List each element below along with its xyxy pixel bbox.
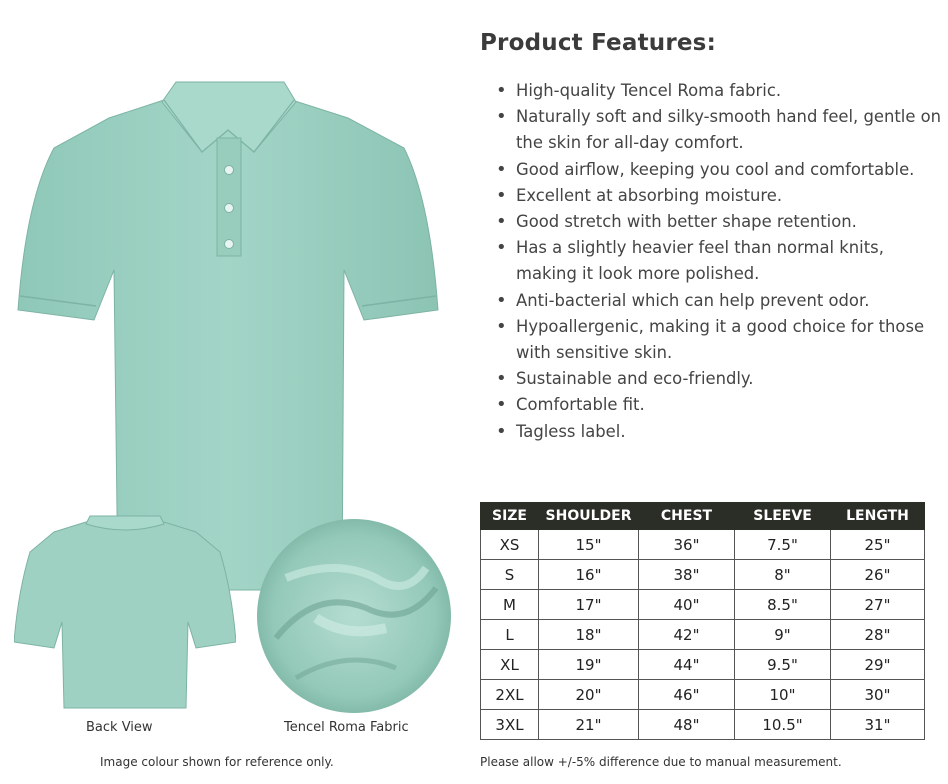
cell-shoulder: 20" bbox=[539, 680, 639, 710]
polo-button bbox=[225, 240, 234, 249]
feature-item: • High-quality Tencel Roma fabric. bbox=[492, 78, 942, 104]
cell-chest: 36" bbox=[639, 530, 735, 560]
feature-item: • Good stretch with better shape retention. bbox=[492, 209, 942, 235]
colour-note: Image colour shown for reference only. bbox=[100, 755, 334, 769]
cell-size: XL bbox=[481, 650, 539, 680]
cell-shoulder: 16" bbox=[539, 560, 639, 590]
polo-button bbox=[225, 166, 234, 175]
cell-sleeve: 8.5" bbox=[735, 590, 831, 620]
table-header-row bbox=[481, 503, 925, 530]
cell-sleeve: 9.5" bbox=[735, 650, 831, 680]
fabric-closeup-image bbox=[256, 518, 452, 714]
header-size: SIZE bbox=[481, 503, 539, 530]
cell-length: 29" bbox=[831, 650, 925, 680]
cell-sleeve: 9" bbox=[735, 620, 831, 650]
cell-chest: 38" bbox=[639, 560, 735, 590]
cell-shoulder: 18" bbox=[539, 620, 639, 650]
feature-item: • Hypoallergenic, making it a good choice for those with sensitive skin. bbox=[492, 314, 942, 366]
features-title: Product Features: bbox=[480, 30, 716, 56]
feature-item: • Excellent at absorbing moisture. bbox=[492, 183, 942, 209]
cell-size: XS bbox=[481, 530, 539, 560]
cell-shoulder: 19" bbox=[539, 650, 639, 680]
cell-shoulder: 15" bbox=[539, 530, 639, 560]
size-chart-table bbox=[480, 502, 925, 740]
table-row bbox=[481, 710, 925, 740]
cell-length: 27" bbox=[831, 590, 925, 620]
cell-size: 2XL bbox=[481, 680, 539, 710]
cell-shoulder: 21" bbox=[539, 710, 639, 740]
feature-item: • Comfortable fit. bbox=[492, 392, 942, 418]
cell-chest: 46" bbox=[639, 680, 735, 710]
cell-size: 3XL bbox=[481, 710, 539, 740]
cell-sleeve: 8" bbox=[735, 560, 831, 590]
cell-chest: 42" bbox=[639, 620, 735, 650]
back-view-caption: Back View bbox=[86, 720, 153, 735]
cell-sleeve: 10.5" bbox=[735, 710, 831, 740]
polo-back-image bbox=[14, 512, 236, 712]
cell-sleeve: 10" bbox=[735, 680, 831, 710]
cell-length: 28" bbox=[831, 620, 925, 650]
polo-button bbox=[225, 204, 234, 213]
cell-sleeve: 7.5" bbox=[735, 530, 831, 560]
header-shoulder: SHOULDER bbox=[539, 503, 639, 530]
cell-size: L bbox=[481, 620, 539, 650]
table-row bbox=[481, 680, 925, 710]
table-row bbox=[481, 650, 925, 680]
measurement-note: Please allow +/-5% difference due to manual measurement. bbox=[480, 755, 842, 769]
feature-item: • Sustainable and eco-friendly. bbox=[492, 366, 942, 392]
cell-length: 31" bbox=[831, 710, 925, 740]
product-details bbox=[478, 0, 948, 784]
cell-shoulder: 17" bbox=[539, 590, 639, 620]
feature-item: • Anti-bacterial which can help prevent odor. bbox=[492, 288, 942, 314]
feature-item: • Naturally soft and silky-smooth hand feel, gentle on the skin for all-day comfort. bbox=[492, 104, 942, 156]
features-list bbox=[492, 78, 942, 445]
header-sleeve: SLEEVE bbox=[735, 503, 831, 530]
cell-size: S bbox=[481, 560, 539, 590]
cell-length: 25" bbox=[831, 530, 925, 560]
fabric-caption: Tencel Roma Fabric bbox=[284, 720, 409, 735]
feature-item: • Tagless label. bbox=[492, 419, 942, 445]
table-row bbox=[481, 590, 925, 620]
cell-chest: 44" bbox=[639, 650, 735, 680]
cell-length: 26" bbox=[831, 560, 925, 590]
header-length: LENGTH bbox=[831, 503, 925, 530]
header-chest: CHEST bbox=[639, 503, 735, 530]
table-row bbox=[481, 620, 925, 650]
cell-length: 30" bbox=[831, 680, 925, 710]
feature-item: • Good airflow, keeping you cool and comfortable. bbox=[492, 157, 942, 183]
feature-item: • Has a slightly heavier feel than normal knits, making it look more polished. bbox=[492, 235, 942, 287]
cell-chest: 48" bbox=[639, 710, 735, 740]
polo-placket bbox=[217, 138, 241, 256]
table-row bbox=[481, 560, 925, 590]
cell-size: M bbox=[481, 590, 539, 620]
product-images bbox=[0, 0, 470, 784]
cell-chest: 40" bbox=[639, 590, 735, 620]
table-row bbox=[481, 530, 925, 560]
